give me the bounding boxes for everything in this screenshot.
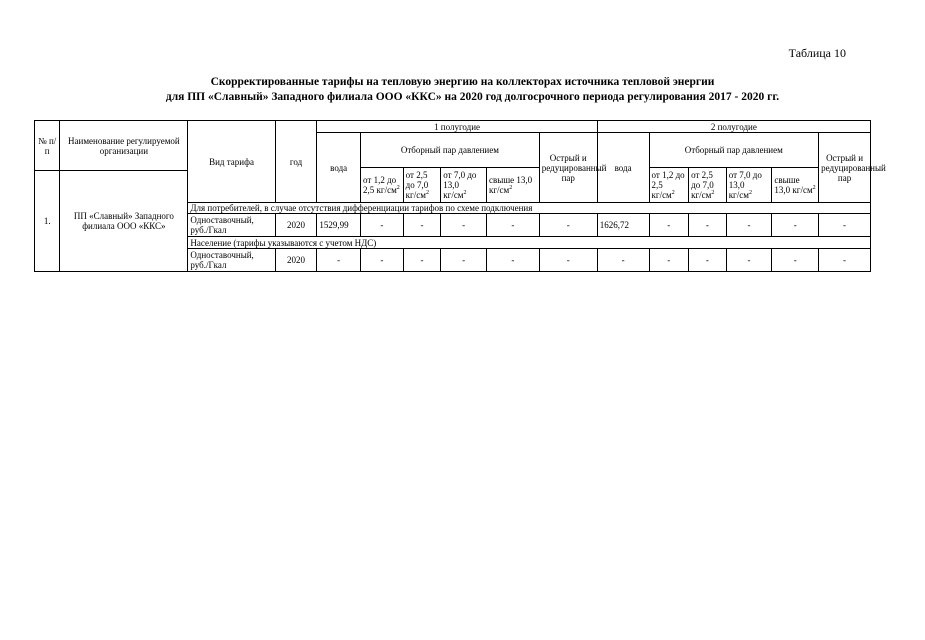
cell-dash: -	[486, 214, 539, 237]
cell-dash: -	[772, 249, 819, 272]
cell-dash: -	[361, 249, 404, 272]
header-p4-h1: свыше 13,0 $кг/см^2$	[486, 168, 539, 203]
cell-dash: -	[441, 214, 487, 237]
cell-dash: -	[649, 214, 689, 237]
header-p2-h2: от 2,5 до 7,0 $кг/см^2$	[689, 168, 727, 203]
cell-dash: -	[597, 249, 649, 272]
cell-dash: -	[361, 214, 404, 237]
cell-dash: -	[441, 249, 487, 272]
header-steam-h2: Отборный пар давлением	[649, 133, 819, 168]
cell-dash: -	[819, 214, 871, 237]
cell-dash: -	[539, 214, 597, 237]
header-org: Наименование регулируемой организации	[60, 121, 188, 171]
section-consumers: Для потребителей, в случае отсутствия дифференциации тарифов по схеме подключения	[188, 203, 871, 214]
header-p2-h1: от 2,5 до 7,0 $кг/см^2$	[403, 168, 441, 203]
header-num: № п/п	[35, 121, 60, 171]
header-p4-h2: свыше 13,0 $кг/см^2$	[772, 168, 819, 203]
header-year: год	[275, 121, 317, 203]
cell-dash: -	[486, 249, 539, 272]
table-number: Таблица 10	[788, 46, 846, 60]
table-title-line2: для ПП «Славный» Западного филиала ООО «ККС» на 2020 год долгосрочного периода регулирования 2017 - 2020 гг.	[165, 91, 780, 103]
header-half1: 1 полугодие	[317, 121, 597, 133]
cell-dash: -	[726, 249, 772, 272]
cell-dash: -	[317, 249, 361, 272]
header-steam-h1: Отборный пар давлением	[361, 133, 540, 168]
cell-dash: -	[649, 249, 689, 272]
header-half2: 2 полугодие	[597, 121, 870, 133]
cell-dash: -	[539, 249, 597, 272]
header-p1-h2: от 1,2 до 2,5 $кг/см^2$	[649, 168, 689, 203]
tariff-type-population: Одноставочный, руб./Гкал	[188, 249, 275, 272]
header-water-h1: вода	[317, 133, 361, 203]
cell-dash: -	[403, 214, 441, 237]
header-water-h2: вода	[597, 133, 649, 203]
tariff-type-consumers: Одноставочный, руб./Гкал	[188, 214, 275, 237]
cell-dash: -	[726, 214, 772, 237]
header-p3-h2: от 7,0 до 13,0 $кг/см^2$	[726, 168, 772, 203]
row-org: ПП «Славный» Западного филиала ООО «ККС»	[60, 171, 188, 272]
header-sharp-steam-h1: Острый и редуцированный пар	[539, 133, 597, 203]
cell-dash: -	[689, 214, 727, 237]
year-population: 2020	[275, 249, 317, 272]
cell-dash: -	[403, 249, 441, 272]
table-title-line1: Скорректированные тарифы на тепловую энергию на коллекторах источника тепловой энергии	[210, 76, 715, 88]
header-sharp-steam-h2: Острый и редуцированный пар	[819, 133, 871, 203]
year-consumers: 2020	[275, 214, 317, 237]
header-row-1	[35, 121, 871, 133]
header-tariff-type: Вид тарифа	[188, 121, 275, 203]
cell-dash: -	[689, 249, 727, 272]
row-num: 1.	[35, 171, 60, 272]
water-h1-consumers: 1529,99	[317, 214, 361, 237]
section-population: Население (тарифы указываются с учетом НДС)	[188, 237, 871, 249]
water-h2-consumers: 1626,72	[597, 214, 649, 237]
header-p1-h1: от 1,2 до 2,5 $кг/см^2$	[361, 168, 404, 203]
cell-dash: -	[819, 249, 871, 272]
cell-dash: -	[772, 214, 819, 237]
tariff-table	[34, 120, 886, 272]
header-p3-h1: от 7,0 до 13,0 $кг/см^2$	[441, 168, 487, 203]
